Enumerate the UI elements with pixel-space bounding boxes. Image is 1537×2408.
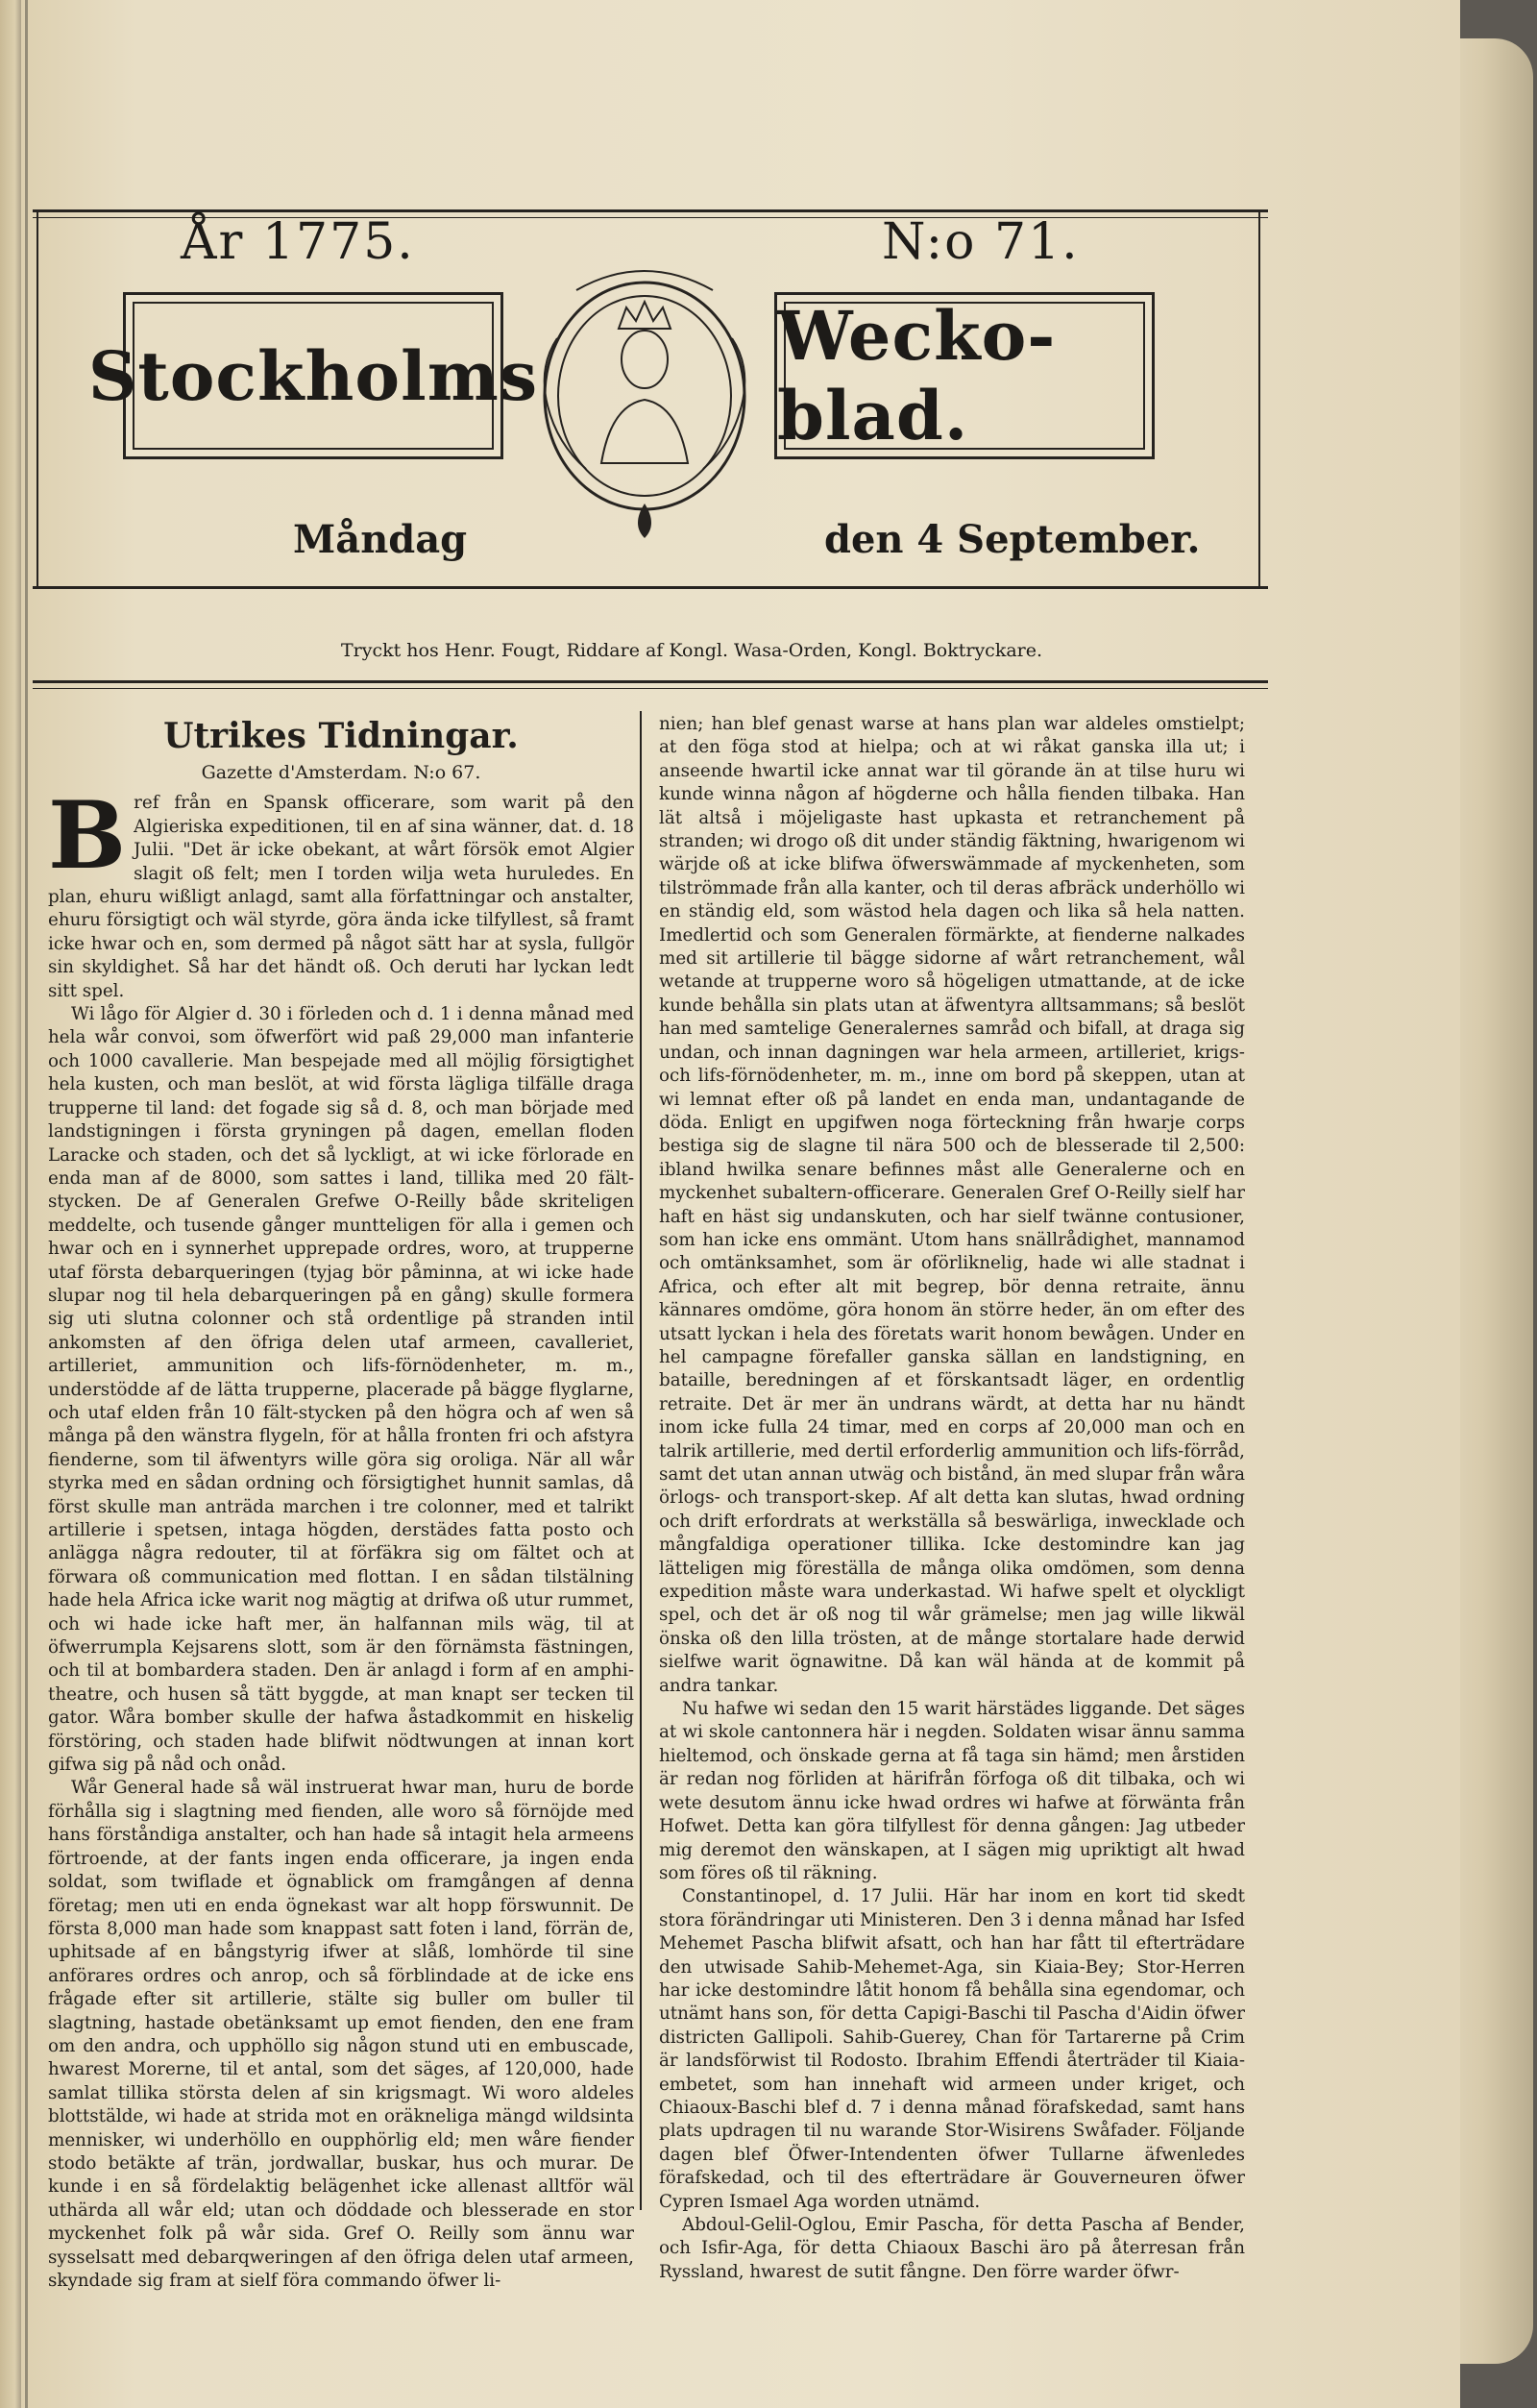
drop-cap: B [48,781,127,891]
article-paragraph: Constantinopel, d. 17 Julii. Här har inom en kort tid skedt stora förändringar uti Ministeren. Den 3 i denna månad har Isfed Mehemet Pascha blifwit afsatt, och han har fått til efterträdare den utwisade Sahib-Mehemet-Aga, sin Kiaia-Bey; Stor-Herren har icke destomindre låtit honom få behålla sina egendomar, och utnämt hans son, för detta Capigi-Baschi til Pascha d'Aidin öfwer districten Gallipoli. Sahib-Guerey, Chan för Tartarerne på Crim är landsförwist til Rodosto. Ibrahim Effendi återträder til Kiaia-embetet, som han innehaft wid armeen under kriget, och Chiaoux-Baschi blef d. 7 i denna månad förafskedad, samt hans plats updragen til nu warande Stor-Wisirens Swåfader. Följande dagen blef Öfwer-Intendenten öfwer Tullarne äfwenledes förafskedad, och til des efterträdare är Gouverneuren öfwer Cypren Ismael Aga worden utnämd. [659,1886,1245,2212]
title-banner-right [774,292,1155,459]
imprint-rule [33,680,1268,683]
issue-year: År 1775. [181,213,415,271]
article-paragraph: nien; han blef genast warse at hans plan war aldeles omstielpt; at den föga stod at hielpa; och at wi råkat ganska illa ut; i anseende hwartil icke annat war til görande än at tilse huru wi kunde winna någon af högderne och hålla fienden tilbaka. Han lät altså i möjeligaste hast upkasta et retranchement på stranden; wi drogo oß dit under ständig fäktning, hwarigenom wi wärjde oß at icke blifwa öfwerswämmade af myckenheten, som tilströmmade från alla kanter, och til deras afbräck underhöllo wi en ständig eld, som wästod hela dagen och lika så hela natten. Imedlertid och som Generalen förmärkte, at fienderne nalkades med sit artillerie til bägge sidorne af wårt retranchement, wål wetande at trupperne woro så högeligen utmattande, at de icke kunde behålla sin plats utan at äfwentyra alltsammans; så beslöt han med samtelige Generalernes samråd och bifall, at draga sig undan, och innan dagningen war hela armeen, artilleriet, krigs- och lifs-förnödenheter, m. m., inne om bord på skeppen, utan at wi lemnat efter oß på landet en enda man, undantagande de döda. Enligt en upgifwen noga förteckning från hwarje corps bestiga sig de slagne til nära 500 och de blesserade til 2,500: ibland hwilka senare befinnes måst alle Generalerne och en myckenhet subaltern-officerare. Generalen Gref O-Reilly sielf har haft en häst sig undanskuten, och har sielf twänne contusioner, som han icke ens ommänt. Utom hans snällrådighet, mannamod och omtänksamhet, som är oförliknelig, hade wi alle stadnat i Africa, och efter alt mit begrep, bör denna retraite, ännu kännares omdöme, göra honom än större heder, än om efter des utsatt lyckan i hela des företats warit honom bewågen. Under en hel campagne förefaller ganska sällan en landstigning, en bataille, beredningen af et förskantsadt läger, en ordentlig retraite. Det är mer än undrans wärdt, at detta har nu händt inom icke fulla 24 timar, med en corps af 20,000 man och en talrik artillerie, med dertil erforderlig ammunition och lifs-förråd, samt det utan annan utwäg och bistånd, än med slupar från wåra örlogs- och transport-skep. Af alt detta kan slutas, hwad ordning och drift erfordrats at werkställa så beswärliga, inwecklade och mångfaldiga operationer tillika. Icke destomindre kan jag lätteligen mig föreställa de många olika omdömen, som denna expedition måste wara underkastad. Wi hafwe spelt et olyckligt spel, och det är oß nog til wår grämelse; men jag wille likwäl önska oß den lilla trösten, at de månge stortalare hade derwid sielfwe warit ögnawitne. Då kan wäl hända at de kommit på andra tankar. [659,714,1245,1696]
issue-number: N:o 71. [882,213,1080,271]
right-column [659,713,1245,2284]
printer-imprint: Tryckt hos Henr. Fougt, Riddare af Kongl. Wasa-Orden, Kongl. Boktryckare. [340,640,1043,661]
masthead-bottom-rule [33,586,1268,589]
binding-fold [25,0,28,2408]
article-paragraph: Wi lågo för Algier d. 30 i förleden och d. 1 i denna månad med hela wår convoi, som öfwerfört wid paß 29,000 man infanterie och 1000 cavallerie. Man bespejade med all möjlig försigtighet hela kusten, och man beslöt, at wid första lägliga tilfälle draga trupperne til land: det fogade sig så d. 8, och man började med landstigningen i första gryningen på dagen, emellan floden Laracke och staden, och det så lyckligt, at wi icke förlorade en enda man af de 8000, som sattes i land, tillika med 20 fält-stycken. De af Generalen Grefwe O-Reilly både skriteligen meddelte, och tusende gånger muntteligen för alla i gemen och hwar och en i synnerhet upprepade ordres, woro, at trupperne utaf första debarqueringen (tyjag bör påminna, at wi icke hade slupar nog til hela debarqueringen på en gång) skulle formera sig uti slutna colonner och stå ordentlige på stranden intil ankomsten af den öfriga delen utaf armeen, cavalleriet, artilleriet, ammunition och lifs-förnödenheter, m. m., understödde af de lätta trupperne, placerade på bägge flyglarne, och utaf elden från 10 fält-stycken på den högra och af wen så många på den wänstra flygeln, för at hålla fronten fri och afstyra fienderne, som til äfwentyrs wille göra sig oroliga. När all wår styrka med en sådan ordning och försigtighet hunnit samlas, då först skulle man anträda marchen i tre colonner, med et talrikt artillerie i spetsen, intaga högden, derstädes fatta posto och anlägga några redouter, til at förfäkra sig om fältet och at förwara oß communication med flottan. I en sådan tilstälning hade hela Africa icke warit nog mägtig at drifwa oß utur rummet, och wi hade icke haft mer, än halfannan mils wäg, til at öfwerrumpla Kejsarens slott, som är den förnämsta fästningen, och til at bombardera staden. Den är anlagd i form af en amphi-theatre, och husen så tätt byggde, at man knapt ser tecken til gator. Wåra bomber skulle der hafwa åstadkommit en hiskelig förstöring, och staden hade blifwit nödtwungen at innan kort gifwa sig på nåd och onåd. [48,1004,634,1776]
left-column [48,713,634,2293]
king-portrait-icon [601,302,688,463]
article-paragraph: Abdoul-Gelil-Oglou, Emir Pascha, för detta Pascha af Bender, och Isfir-Aga, för detta Chiaoux Baschi äro på återresan från Ryssland, hwarest de sutit fångne. Den förre warder öfwr- [659,2215,1245,2282]
weekday: Måndag [293,517,468,562]
masthead-right-rule [1258,209,1260,589]
masthead-top-rule [33,209,1268,212]
imprint-rule-thin [33,688,1268,689]
section-source: Gazette d'Amsterdam. N:o 67. [201,762,481,783]
masthead-left-rule [37,209,38,589]
article-paragraph: Wår General hade så wäl instruerat hwar man, huru de borde förhålla sig i slagtning med fienden, alle woro så förnöjde med hans förståndiga anstalter, och han hade så intagit hela armeens förtroende, at der fants ingen enda officerare, ja ingen enda soldat, som twiflade et ögnablick om framgången af denna företag; men uti en enda ögnekast war alt hopp förswunnit. De första 8,000 man hade som knappast satt foten i land, förrän de, uphitsade af en bångstyrig ifwer at slåß, lomhörde til sine anförares ordres och anrop, och så förblindade at de icke ens frågade efter sit artillerie, stälte sig buller om buller til slagtning, hastade obetänksamt up emot fienden, den ene fram om den andra, och upphöllo sig någon stund uti en embuscade, hwarest Morerne, til et antal, som det säges, af 120,000, hade samlat tillika största delen af sin krigsmagt. Wi woro aldeles blottstälde, wi hade at strida mot en oräkneliga mängd wildsinta mennisker, wi underhöllo en oupphörlig eld; men wåre fiender stodo betäkte af trän, jordwallar, buskar, hus och murar. De kunde i en så fördelaktig belägenhet icke allenast alltför wäl uthärda all wår eld; utan och döddade och blesserade en stor myckenhet folk på wår sida. Gref O. Reilly som ännu war sysselsatt med debarqweringen af den öfriga delen utaf armeen, skyndade sig fram at sielf föra commando öfwer li- [48,1778,634,2291]
article-paragraph: Nu hafwe wi sedan den 15 warit härstädes liggande. Det säges at wi skole cantonnera här i negden. Soldaten wisar ännu samma hieltemod, och önskade gerna at få taga sin hämd; men årstiden är redan nog förliden at härifrån förfoga oß dit tilbaka, och wi wete desutom ännu icke hwad ordres wi hafwe at förwänta från Hofwet. Detta kan göra tilfyllest för denna gången: Jag utbeder mig deremot den wänskapen, at I sägen mig upriktigt alt hwad som föres oß til räkning. [659,1699,1245,1883]
section-heading: Utrikes Tidningar. [163,716,519,756]
royal-crest-emblem [519,252,770,540]
article-paragraph: Bref från en Spansk officerare, som warit på den Algieriska expeditionen, til en af sina wänner, dat. d. 18 Julii. "Det är icke obekant, at wårt försök emot Algier slagit oß felt; men I torden wilja weta huruledes. En plan, ehuru wißligt anlagd, samt alla författningar och anstalter, ehuru försigtigt och wäl styrde, göra ända icke tilfyllest, så framt icke hwar och en, som dermed på något sätt har at sysla, fullgör sin skyldighet. Så har det händt oß. Och deruti har lyckan ledt sitt spel. [48,781,634,1001]
title-banner-left [87,292,539,459]
title-right: Wecko-blad. [777,296,1057,455]
column-divider [640,711,642,2210]
title-left: Stockholms [87,335,539,416]
issue-date: den 4 September. [824,517,1201,562]
